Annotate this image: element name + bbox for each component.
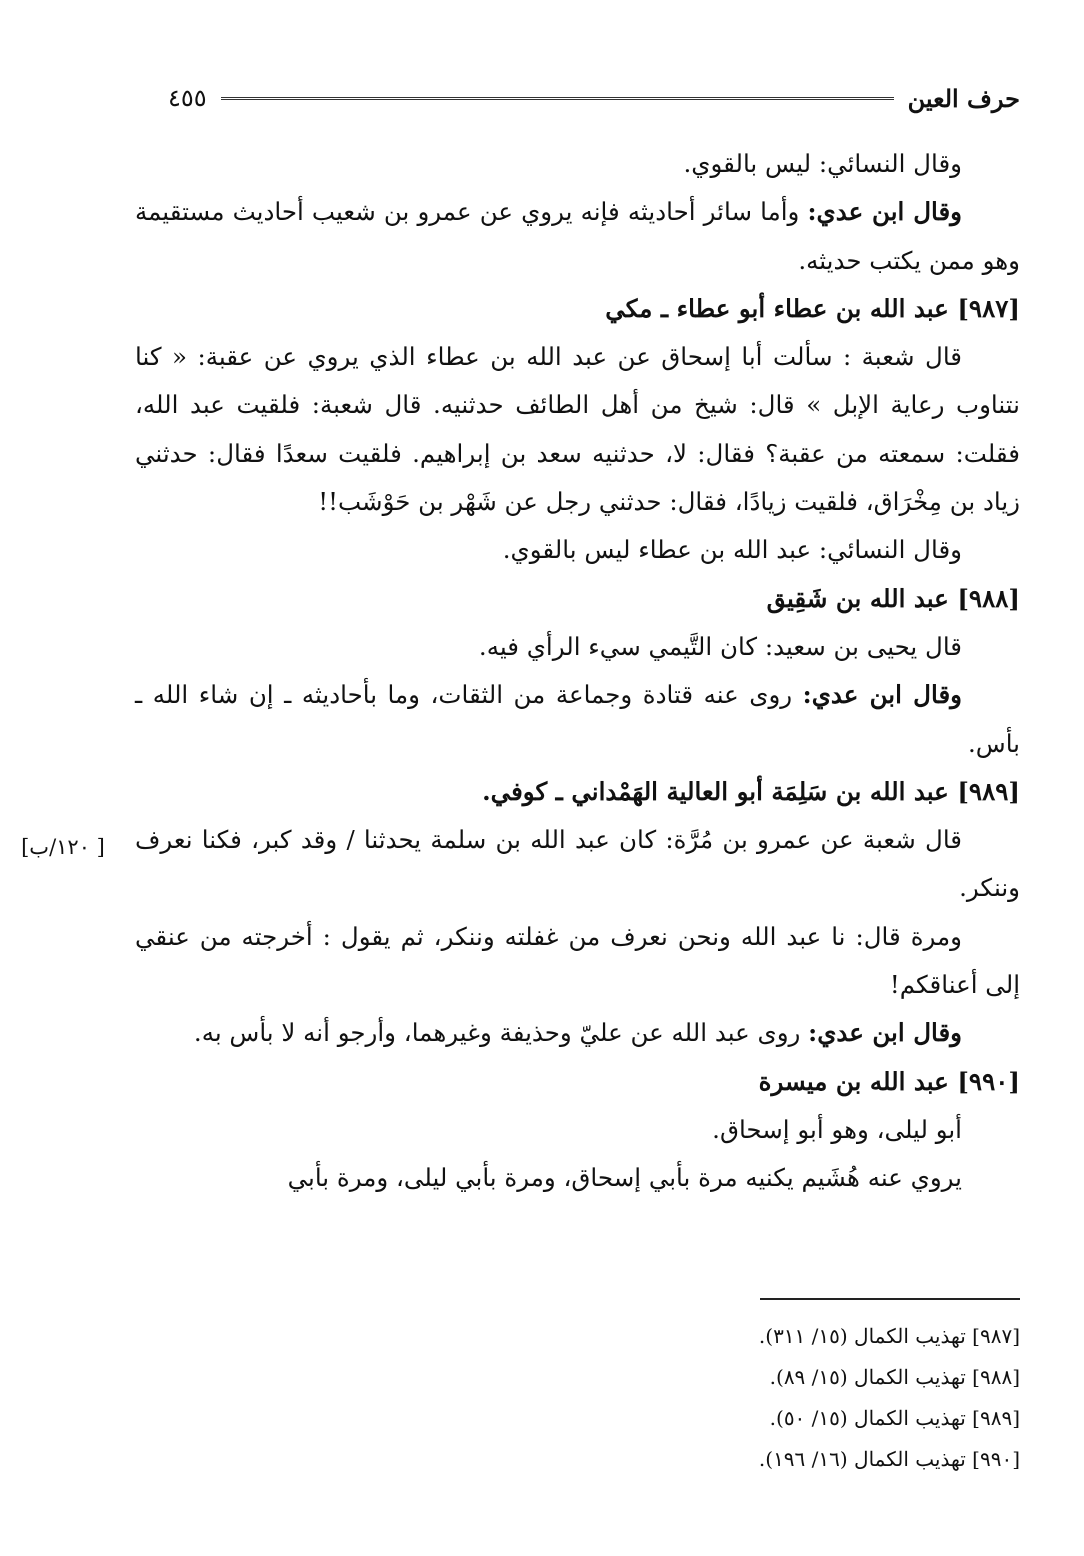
speaker-label: وقال ابن عدي: (808, 1018, 962, 1048)
paragraph: قال شعبة عن عمرو بن مُرَّة: كان عبد الله بن سلمة يحدثنا / وقد كبر، فكنا نعرف وننكر. (135, 825, 1020, 903)
footnote-separator (760, 1298, 1020, 1300)
entry-heading-989: [٩٨٩] عبد الله بن سَلِمَة أبو العالية الهَمْداني ـ كوفي. (482, 776, 1020, 806)
speaker-label: وقال ابن عدي: (807, 197, 963, 227)
footnote: [٩٨٩] تهذيب الكمال (١٥/ ٥٠). (769, 1406, 1020, 1430)
paragraph: وقال ابن عدي: روى عبد الله عن عليّ وحذيفة وغيرهما، وأرجو أنه لا بأس به. (193, 1018, 962, 1048)
speaker-label: وقال ابن عدي: (802, 680, 962, 710)
paragraph: وقال ابن عدي: روى عنه قتادة وجماعة من الثقات، وما بأحاديثه ـ إن شاء الله ـ بأس. (135, 680, 1020, 758)
footnote: [٩٩٠] تهذيب الكمال (١٦/ ١٩٦). (758, 1447, 1020, 1471)
entry-heading-987: [٩٨٧] عبد الله بن عطاء أبو عطاء ـ مكي (605, 293, 1020, 323)
paragraph: وقال النسائي: عبد الله بن عطاء ليس بالقوي. (502, 535, 962, 565)
paragraph: وقال ابن عدي: وأما سائر أحاديثه فإنه يروي عن عمرو بن شعيب أحاديث مستقيمة وهو ممن يكتب حديثه. (135, 197, 1020, 275)
chapter-title: حرف العين (907, 83, 1020, 113)
paragraph: قال شعبة : سألت أبا إسحاق عن عبد الله بن عطاء الذي يروي عن عقبة: « كنا نتناوب رعاية الإبل » قال: شيخ من أهل الطائف حدثنيه. قال شعبة: فلقيت عبد الله، فقلت: سمعته من عقبة؟ فقال: لا، حدثنيه سعد بن إبراهيم. فلقيت سعدًا فقال: حدثني زياد بن مِخْرَاق، فلقيت زيادًا، فقال: حدثني رجل عن شَهْر بن حَوْشَب!! (135, 342, 1020, 517)
manuscript-folio-note: [ ١٢٠/ب] (21, 835, 105, 859)
main-text (135, 140, 1020, 1203)
paragraph: قال يحيى بن سعيد: كان التَّيمي سيء الرأي فيه. (478, 631, 962, 661)
paragraph: ومرة قال: نا عبد الله ونحن نعرف من غفلته وننكر، ثم يقول : أخرجته من عنقي إلى أعناقكم! (135, 921, 1020, 1000)
running-header (168, 78, 1020, 118)
entry-heading-990: [٩٩٠] عبد الله بن ميسرة (758, 1066, 1020, 1096)
footnote: [٩٨٧] تهذيب الكمال (١٥/ ٣١١). (758, 1324, 1020, 1348)
footnotes (500, 1316, 1020, 1480)
paragraph: أبو ليلى، وهو أبو إسحاق. (712, 1114, 962, 1144)
paragraph: وقال النسائي: ليس بالقوي. (683, 149, 962, 178)
entry-heading-988: [٩٨٨] عبد الله بن شَقِيق (766, 583, 1020, 613)
paragraph: يروي عنه هُشَيم يكنيه مرة بأبي إسحاق، ومرة بأبي ليلى، ومرة بأبي (287, 1163, 962, 1193)
footnote: [٩٨٨] تهذيب الكمال (١٥/ ٨٩). (769, 1365, 1020, 1389)
page-number: ٤٥٥ (168, 84, 207, 112)
header-rule (221, 97, 894, 100)
